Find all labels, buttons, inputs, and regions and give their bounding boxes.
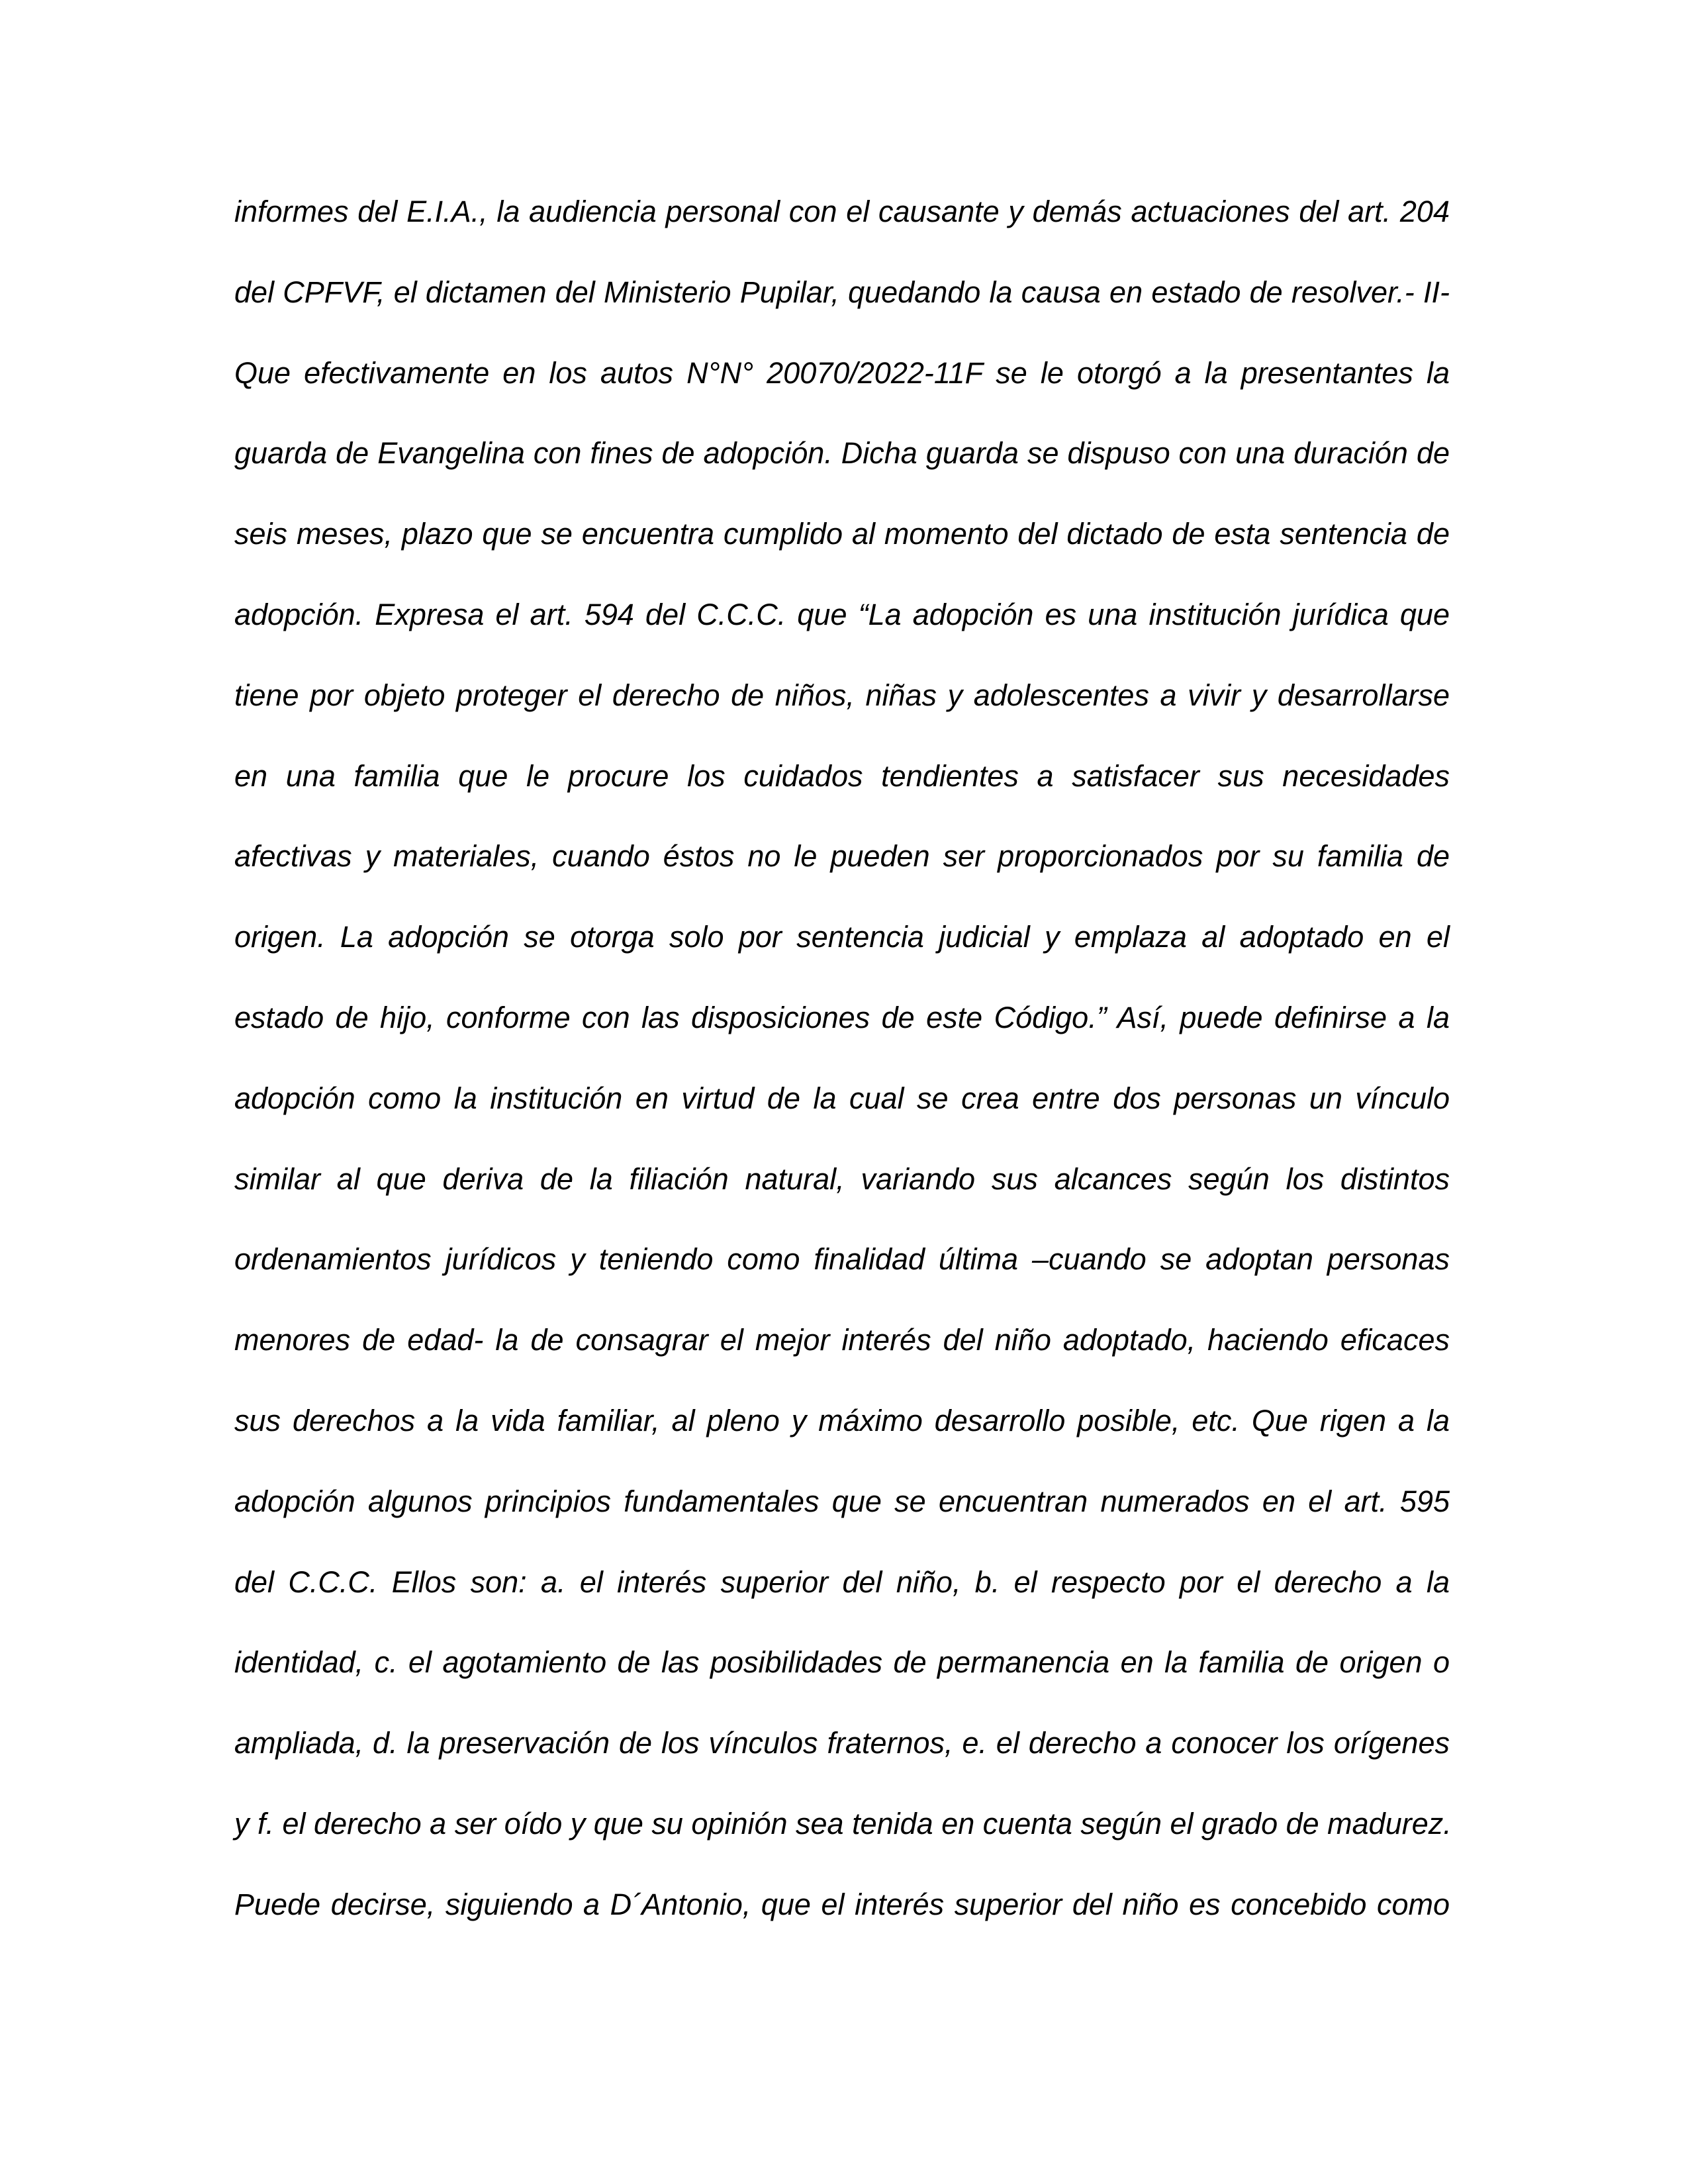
text-line: sus derechos a la vida familiar, al pleno y máximo desarrollo posible, etc. Que rigen a la (234, 1403, 1450, 1437)
text-line: informes del E.I.A., la audiencia personal con el causante y demás actuaciones del art. 204 (234, 195, 1450, 228)
text-line: adopción algunos principios fundamentales que se encuentran numerados en el art. 595 (234, 1484, 1450, 1518)
text-line: Puede decirse, siguiendo a D´Antonio, que el interés superior del niño es concebido como (234, 1887, 1450, 1921)
text-line: guarda de Evangelina con fines de adopción. Dicha guarda se dispuso con una duración de (234, 436, 1450, 471)
text-line: del C.C.C. Ellos son: a. el interés superior del niño, b. el respecto por el derecho a la (234, 1565, 1450, 1599)
text-line: Que efectivamente en los autos N°N° 20070/2022-11F se le otorgó a la presentantes la (234, 355, 1450, 390)
text-line: adopción como la institución en virtud de la cual se crea entre dos personas un vínculo (234, 1081, 1450, 1115)
text-line: del CPFVF, el dictamen del Ministerio Pupilar, quedando la causa en estado de resolver.- II- (234, 275, 1450, 309)
text-line: afectivas y materiales, cuando éstos no le pueden ser proporcionados por su familia de (234, 839, 1450, 874)
text-line: en una familia que le procure los cuidados tendientes a satisfacer sus necesidades (234, 758, 1450, 793)
text-line: identidad, c. el agotamiento de las posibilidades de permanencia en la familia de origen o (234, 1645, 1450, 1680)
text-line: similar al que deriva de la filiación natural, variando sus alcances según los distintos (234, 1161, 1450, 1196)
text-line: seis meses, plazo que se encuentra cumplido al momento del dictado de esta sentencia de (234, 517, 1450, 551)
text-line: adopción. Expresa el art. 594 del C.C.C. que “La adopción es una institución jurídica que (234, 597, 1450, 631)
text-line: estado de hijo, conforme con las disposiciones de este Código.” Así, puede definirse a la (234, 1000, 1450, 1034)
text-line: tiene por objeto proteger el derecho de niños, niñas y adolescentes a vivir y desarrollarse (234, 678, 1450, 712)
text-line: origen. La adopción se otorga solo por sentencia judicial y emplaza al adoptado en el (234, 920, 1450, 954)
text-line: ampliada, d. la preservación de los vínculos fraternos, e. el derecho a conocer los orígenes (234, 1726, 1450, 1760)
text-line: menores de edad- la de consagrar el mejor interés del niño adoptado, haciendo eficaces (234, 1323, 1450, 1357)
text-line: ordenamientos jurídicos y teniendo como finalidad última –cuando se adoptan personas (234, 1242, 1450, 1277)
text-line: y f. el derecho a ser oído y que su opinión sea tenida en cuenta según el grado de madurez. (234, 1806, 1452, 1841)
body-text (234, 192, 1450, 1966)
